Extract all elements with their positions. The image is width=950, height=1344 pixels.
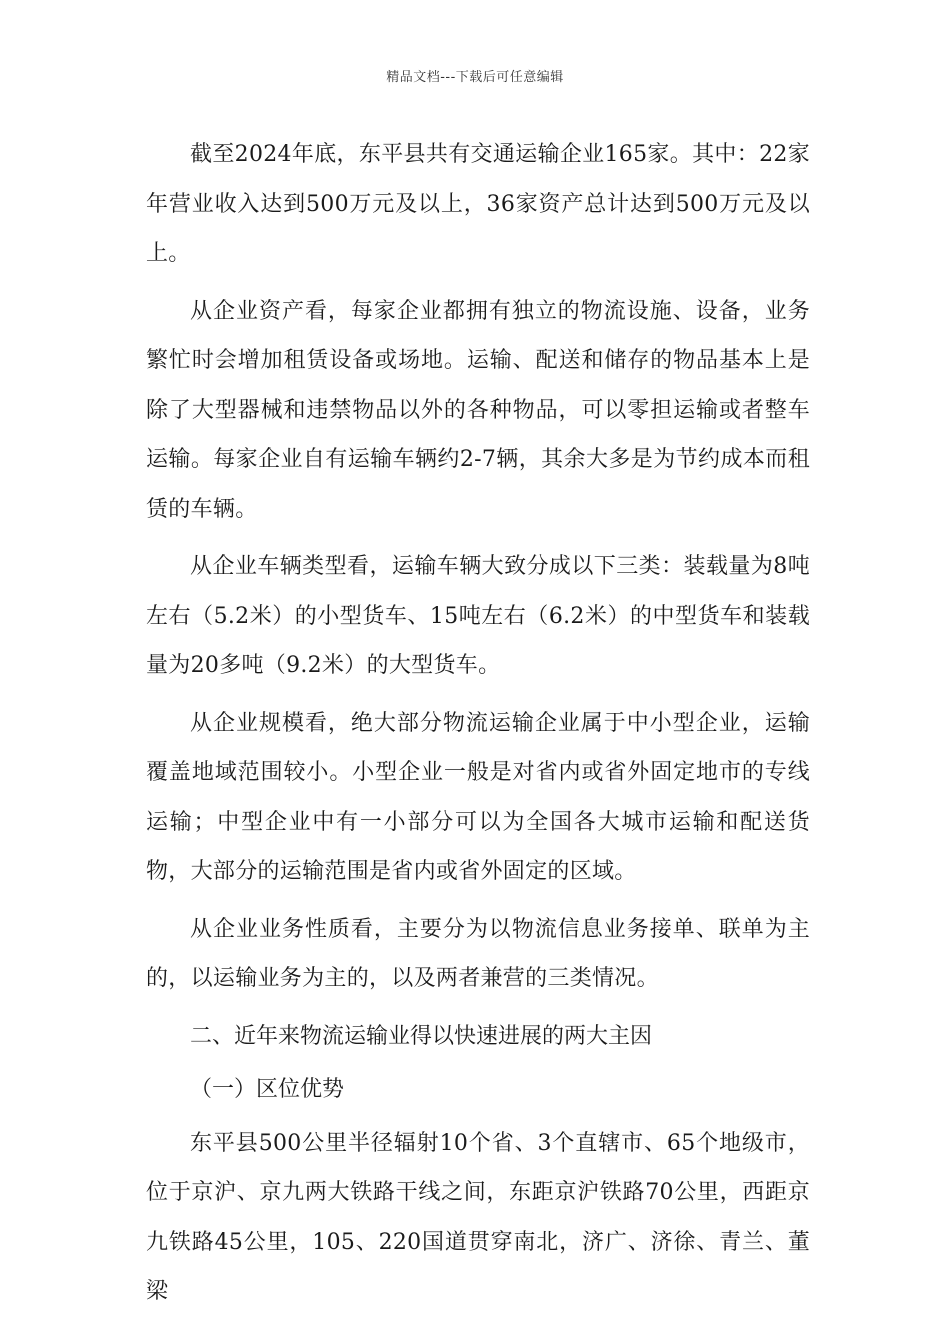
page-header: 精品文档---下载后可任意编辑: [386, 70, 564, 85]
paragraph-enterprise-assets: 从企业资产看，每家企业都拥有独立的物流设施、设备，业务繁忙时会增加租赁设备或场地。运输、配送和储存的物品基本上是除了大型器械和违禁物品以外的各种物品，可以零担运输或者整车运输。每家企业自有运输车辆约2-7辆，其余大多是为节约成本而租赁的车辆。: [146, 298, 810, 522]
paragraph-enterprise-count: 截至2024年底，东平县共有交通运输企业165家。其中：22家年营业收入达到500万元及以上，36家资产总计达到500万元及以上。: [146, 142, 810, 266]
document-body: [146, 130, 810, 1325]
paragraph-location-advantage: 东平县500公里半径辐射10个省、3个直辖市、65个地级市，位于京沪、京九两大铁路干线之间，东距京沪铁路70公里，西距京九铁路45公里，105、220国道贯穿南北，济广、济徐、青兰、董梁: [146, 1130, 810, 1304]
paragraph-business-nature: 从企业业务性质看，主要分为以物流信息业务接单、联单为主的，以运输业务为主的，以及两者兼营的三类情况。: [146, 916, 810, 991]
paragraph-enterprise-scale: 从企业规模看，绝大部分物流运输企业属于中小型企业，运输覆盖地域范围较小。小型企业一般是对省内或省外固定地市的专线运输；中型企业中有一小部分可以为全国各大城市运输和配送货物，大部分的运输范围是省内或省外固定的区域。: [146, 710, 810, 884]
section-heading: 二、近年来物流运输业得以快速进展的两大主因: [190, 1023, 653, 1049]
paragraph-vehicle-types: 从企业车辆类型看，运输车辆大致分成以下三类：装载量为8吨左右（5.2米）的小型货车、15吨左右（6.2米）的中型货车和装载量为20多吨（9.2米）的大型货车。: [146, 554, 810, 678]
subsection-heading: （一）区位优势: [190, 1077, 345, 1102]
